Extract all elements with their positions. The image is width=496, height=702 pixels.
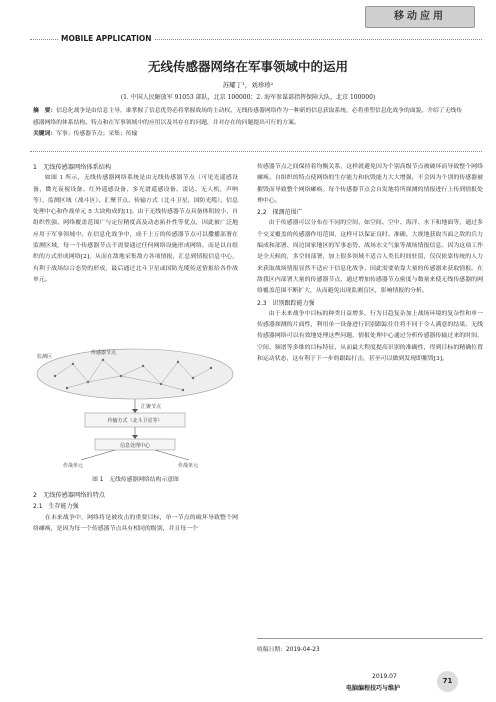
section-2-3-heading: 2.3 识别跟踪能力强 (257, 299, 315, 307)
label-info-center: 信息处理中心 (119, 443, 151, 449)
journal-name: 电脑编程技巧与维护 (346, 685, 401, 692)
abstract-text: 信息化战争是由信息主导，谁掌握了信息优势必将掌握战场的主动权。无线传感器网络作为一种新的信息获取系统，必将重塑信息化战争的面貌。介绍了无线传感器网络的体系结构、特点和在军事领域中的应用以及其存在的问题，并对存在的问题提出可行的方案。 (33, 108, 462, 126)
keywords-text: 军事；传感器节点；采集；传输 (56, 131, 138, 137)
label-transmission: 传输方式（北斗卫星等） (107, 418, 163, 424)
left-column-bottom (33, 490, 238, 535)
section-1-heading: 1 无线传感器网络体系结构 (33, 164, 112, 171)
network-structure-figure (33, 346, 238, 471)
article-authors: 苏耀丁¹，刘珍珍² (222, 81, 274, 89)
label-unit-1: 作战单元 (63, 463, 84, 469)
label-sensor-nodes: 传感器节点 (91, 350, 117, 356)
label-sink-node: 汇聚节点 (141, 404, 162, 410)
section-tag: 移动应用 (365, 6, 475, 28)
section-2-1-continued: 传感器节点之间保持着均衡关系，这样就避免因为个别高级节点被破坏而导致整个网络瘫痪。自组织的特点使网络的生存能力和抗毁能力大大增强，不会因为个别的传感器被摧毁而导致整个网络瘫痪。每个传感器节点会自发地将所探测的情报进行上传到情报处理中心。 (257, 164, 483, 204)
section-2-1-paragraph: 在未来战争中，网络将是被攻击的重要目标，单一节点的破坏导致整个网络瘫痪，是因为每一个传感器节点具有相同的级别，并且每一个 (33, 514, 238, 532)
section-2-3-paragraph: 由于未来战争中目标的种类日益增多，行为日趋复杂加上战场环境的复杂性和单一传感器探测的片面性，利用单一设备进行识别跟踪往往将不同于令人满意的结果。无线传感器网络可以有效地处理这些问题，情报处理中心通过分析传感器传输过来的时间、空间、频谱等多维的目标特征，从而最大程度提高识别的准确性，得到目标的精确位置和运动状态，这有利于下一步的跟踪打击，甚至可以做到发现即摧毁[3]。 (257, 310, 483, 363)
keywords-label: 关键词： (33, 131, 57, 137)
section-2-heading: 2 无线传感器网络的特点 (33, 492, 105, 499)
article-title: 无线传感器网络在军事领域中的运用 (147, 59, 348, 74)
section-1-paragraph: 如图 1 所示，无线传感器网络系统是由无线传感器节点（可见光遥感设备、微光夜视设备、红外遥感设备、多光谱遥感设备、雷达、无人机、声呐等）、监测区域（战斗区）、汇聚节点、传输方式（北斗卫星、国防光缆）、信息处理中心和作战单元 5 大块构成的[1]。由于无线传感器节点具备体积较小、自组织性强、网络覆盖范围广与定位精度高及动态拓扑性等优点，因此被广泛地应用于军事领域中。在信息化战争中，成千上万的传感器节点可以撒播部署在监测区域，每一个传感器节点不需要通过任何网络设施形成网络，而是以自组织的方式形成网络[2]，从而在敌地采集敌方各项情报，汇总到情报信息中心，有利于战场综合态势的形成，最后通过北斗卫星或国防光缆传送情报给各作战单元。 (33, 175, 238, 283)
monitor-area-ellipse (37, 349, 233, 399)
label-monitor-area: 监测区 (37, 354, 53, 360)
topic-label: MOBILE APPLICATION (58, 34, 155, 43)
label-unit-2: 作战单元 (178, 463, 199, 469)
issue-number: 2019.07 (372, 673, 397, 680)
right-column (257, 162, 483, 365)
abstract-label: 摘 要： (33, 108, 57, 114)
article-affiliation: (1. 中国人民解放军 91053 部队，北京 100000；2. 海军参谋部指挥保障大队，北京 100000) (120, 94, 376, 101)
figure-caption: 图 1 无线传感器网络结构示意图 (92, 477, 179, 483)
abstract-block (33, 106, 465, 141)
section-2-2-heading: 2.2 探测范围广 (257, 209, 303, 217)
abstract-divider (30, 151, 482, 152)
section-2-2-paragraph: 由于传感器可以分布在不同的空间，如空间、空中、海洋、水下和地面等，通过多个交叉覆盖的传感器作用范围，这样可以保证良时、准确、大规地获取当面之敌的兵力编成和部署、周边国家地区的军事态势、战场水文气象等战场情报信息。因为这项工作是全天候的，多空间部署，加上很多领域不适合人类长时间驻留，仅仅依靠传统的人力来获取战场情报显然不适应于信息化战争，因此需要依靠大量的传感器来获取情报。在敌我区内部署大量的传感器节点，通过增加传感器节点密度与数量来使无线传感器的网络覆盖范围不断扩大，从而避免出现监测盲区，影响情报的分析。 (257, 220, 483, 295)
section-2-1-heading: 2.1 生存能力强 (33, 503, 79, 511)
page-number: 71 (437, 671, 458, 692)
left-column-top (33, 162, 238, 286)
received-divider (257, 638, 483, 639)
received-date: 收稿日期：2019-04-23 (257, 647, 320, 653)
